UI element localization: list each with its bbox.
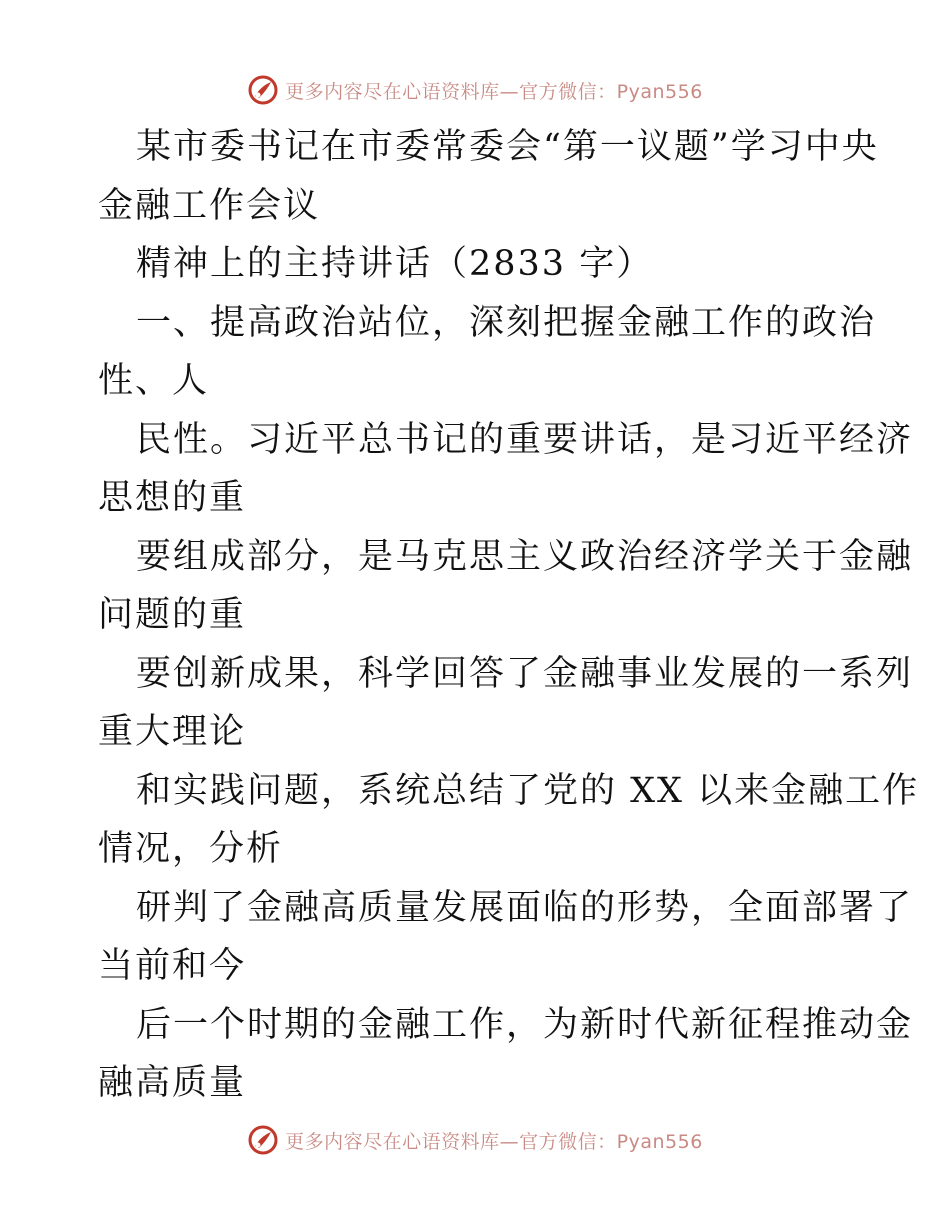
header-watermark: [0, 70, 950, 110]
body-line: 情况，分析: [98, 829, 284, 869]
title-line-3: 精神上的主持讲话（2833 字）: [136, 244, 654, 284]
body-line: 当前和今: [98, 946, 247, 986]
brush-logo-icon: [247, 74, 279, 106]
footer-watermark: [0, 1120, 950, 1160]
watermark-text: 更多内容尽在心语资料库—官方微信：Pyan556: [285, 80, 703, 103]
body-line: 民性。习近平总书记的重要讲话，是习近平经济: [136, 419, 914, 460]
body-line: 后一个时期的金融工作，为新时代新征程推动金: [136, 1004, 914, 1045]
body-line: 和实践问题，系统总结了党的 XX 以来金融工作: [136, 770, 920, 811]
body-line: 要创新成果，科学回答了金融事业发展的一系列: [136, 653, 914, 694]
watermark-text: 更多内容尽在心语资料库—官方微信：Pyan556: [285, 1130, 703, 1153]
body-line: 性、人: [98, 361, 210, 401]
body-line: 融高质量: [98, 1063, 247, 1103]
body-line: 研判了金融高质量发展面临的形势，全面部署了: [136, 887, 914, 928]
body-line: 思想的重: [98, 478, 247, 518]
body-line: 要组成部分，是马克思主义政治经济学关于金融: [136, 536, 914, 577]
document-body: [98, 118, 920, 1113]
title-line-1: 某市委书记在市委常委会“第一议题”学习中央: [136, 127, 879, 167]
body-line: 问题的重: [98, 595, 247, 635]
body-line: 一、提高政治站位，深刻把握金融工作的政治: [136, 302, 877, 343]
title-line-2: 金融工作会议: [98, 185, 321, 226]
brush-logo-icon: [247, 1124, 279, 1156]
body-line: 重大理论: [98, 712, 247, 752]
